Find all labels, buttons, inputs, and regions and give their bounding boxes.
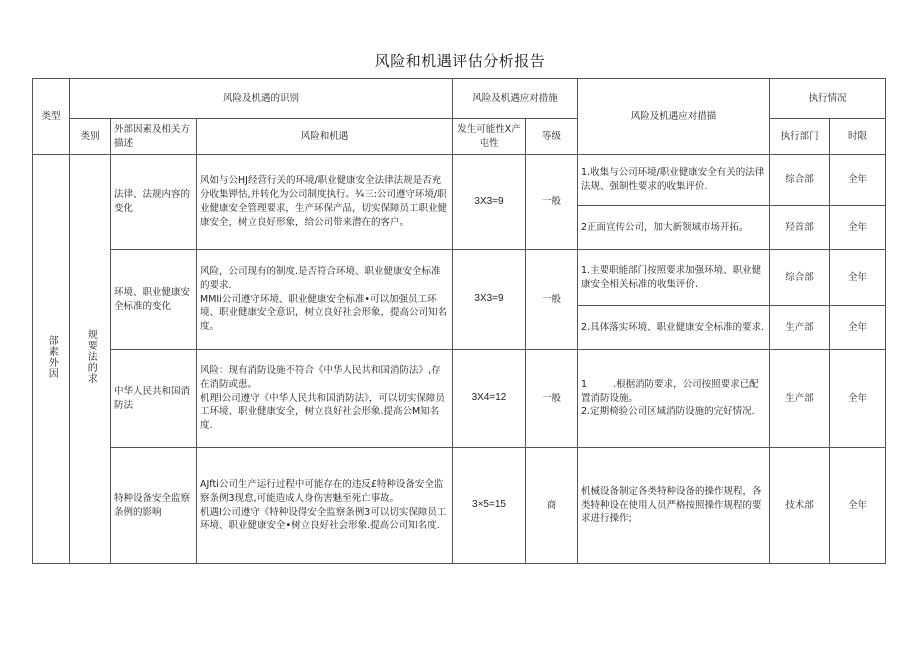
factor-cell: 法律、法规内容的变化 (111, 155, 197, 250)
risk-text: AJfti公司生产运行过程中可能存在的违反£特种设备安全监察条例3现怠,可能造成人身伤害魅至死亡事故。 (200, 478, 444, 504)
header-risk-opportunity: 风险和机遇 (197, 119, 453, 155)
grade-cell: 一般 (526, 250, 578, 350)
type-label: 部素外因 (46, 334, 58, 379)
category-cell (70, 155, 111, 564)
header-response-measures: 风险及机遇应对措描 (578, 79, 770, 155)
measure-text (581, 378, 766, 406)
header-grade: 等级 (526, 119, 578, 155)
grade-cell: 商 (526, 448, 578, 564)
header-deadline: 时限 (830, 119, 886, 155)
deadline-cell: 全年 (830, 155, 886, 206)
measure-cell: 2正面宣传公司，加大新领域市场开拓。 (578, 206, 770, 250)
header-external-factors: 外部因素及相关方描述 (111, 119, 197, 155)
dept-cell: 生产部 (770, 350, 830, 448)
grade-cell: 一般 (526, 350, 578, 448)
deadline-cell: 全年 (830, 350, 886, 448)
header-department: 执行部门 (770, 119, 830, 155)
risk-cell (197, 350, 453, 448)
measure-text-body: .根据消防要求，公司按照要求已配置消防设施。 (581, 378, 759, 404)
table-row (33, 250, 886, 306)
score-cell: 3X3=9 (453, 250, 526, 350)
risk-text: 风险：现有消防设施不符合《中华人民共和国消防法》,存在消防或患。 (200, 365, 441, 390)
measure-cell: 1.收集与公司环境/职业健康安全有关的法律法规、强制性要求的收集评价. (578, 155, 770, 206)
type-cell (33, 155, 70, 564)
factor-cell: 中华人民共和国消防法 (111, 350, 197, 448)
header-likelihood: 发生可能性X产屯性 (453, 119, 526, 155)
risk-cell: 风如与公HJ经营行关的环境/职业健康安全法律法规是否充分收集钾怙,并转化为公司制度执行。¾三:公司遵守环境/职业健康安全管理要求，生产环保产品，切实保障员工职业健康安全，树立良好形象，给公司带来潜在的客户。 (197, 155, 453, 250)
measure-cell (578, 350, 770, 448)
score-cell: 3X3=9 (453, 155, 526, 250)
risk-text: 风险，公司现有的制度.是否符合环境、职业健康安全标准的要求. (200, 266, 441, 291)
opportunity-text: 机遇I公司遵守《特种设得安全监察条例3可以切实保障员工环境、职业健康安全•树立良好社会形象.提高公司知名度. (200, 506, 447, 532)
dept-cell: 综合部 (770, 250, 830, 306)
measure-cell: 1.主要职能部门按照要求加强环境、职业健康安全相关标准的收集评价. (578, 250, 770, 306)
score-cell: 3×5=15 (453, 448, 526, 564)
dept-cell: 羟首部 (770, 206, 830, 250)
deadline-cell: 全年 (830, 250, 886, 306)
category-label: 规要法的求 (85, 329, 97, 385)
opportunity-text: MMIi公司遵守环境、职业健康安全标准•可以加强员工环境、职业健康安全意识，树立良好社会形象，提高公司知名度。 (200, 293, 448, 333)
header-execution: 执行情况 (770, 79, 886, 119)
table-row (33, 155, 886, 206)
dept-cell: 技术部 (770, 448, 830, 564)
table-row (33, 350, 886, 448)
risk-opportunity-table (32, 78, 886, 564)
measure-cell: 机械设备制定各类特种设备的操作规程，各类特种设在使用人员严格按照操作规程的要求进行操作; (578, 448, 770, 564)
header-response-measures-top: 风险及机遇应对措施 (453, 79, 578, 119)
report-title: 风险和机遇评估分析报告 (374, 52, 546, 70)
table-row (33, 448, 886, 564)
dept-cell: 生产部 (770, 306, 830, 350)
grade-cell: 一般 (526, 155, 578, 250)
risk-cell (197, 250, 453, 350)
score-cell: 3X4=12 (453, 350, 526, 448)
opportunity-text: 机理l公司遵守《中华人民共和国消防法》，可以切实保障员工环境、职业健康安全，树立良好社会形象.提高公M知名度. (200, 392, 445, 432)
measure-number: 1 (581, 378, 588, 390)
factor-cell: 特种设备安全监察条例的影响 (111, 448, 197, 564)
header-type: 类型 (33, 79, 70, 155)
header-identification: 风险及机遇的识别 (70, 79, 453, 119)
measure-cell: 2.具体落实环境、职业健康安全标准的要求. (578, 306, 770, 350)
deadline-cell: 全年 (830, 306, 886, 350)
measure-text: 2.定期椅验公司区域消防设施的完好情况. (581, 406, 755, 418)
dept-cell: 综合部 (770, 155, 830, 206)
factor-cell: 环境、职业健康安全标准的变化 (111, 250, 197, 350)
header-category: 类别 (70, 119, 111, 155)
deadline-cell: 全年 (830, 206, 886, 250)
risk-cell (197, 448, 453, 564)
deadline-cell: 全年 (830, 448, 886, 564)
